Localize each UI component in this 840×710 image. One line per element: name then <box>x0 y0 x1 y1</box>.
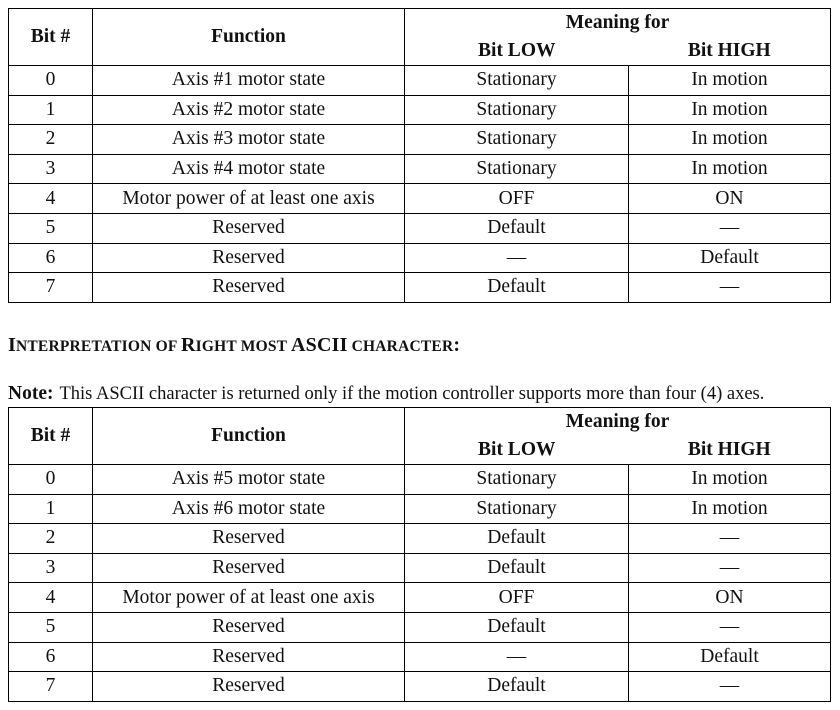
cell-high: In motion <box>629 494 831 524</box>
cell-low: Default <box>405 672 629 702</box>
header-function: Function <box>93 9 405 66</box>
header-bit-low: Bit LOW <box>405 37 629 66</box>
cell-low: Default <box>405 213 629 243</box>
cell-high: — <box>629 524 831 554</box>
header-bit-low: Bit LOW <box>405 436 629 465</box>
cell-low: Stationary <box>405 154 629 184</box>
cell-bit: 4 <box>9 184 93 214</box>
cell-function: Reserved <box>93 243 405 273</box>
cell-bit: 2 <box>9 524 93 554</box>
note-label: Note: <box>8 383 54 404</box>
header-bit: Bit # <box>9 9 93 66</box>
bit-table-left-ascii <box>8 8 831 303</box>
header-function: Function <box>93 408 405 465</box>
table-row <box>9 672 831 702</box>
cell-low: Stationary <box>405 494 629 524</box>
section-heading <box>8 334 460 357</box>
heading-part: R <box>181 334 196 356</box>
cell-bit: 3 <box>9 553 93 583</box>
cell-bit: 0 <box>9 66 93 96</box>
table-row <box>9 213 831 243</box>
cell-low: Stationary <box>405 66 629 96</box>
table-row <box>9 642 831 672</box>
cell-function: Reserved <box>93 273 405 303</box>
cell-low: Stationary <box>405 95 629 125</box>
cell-bit: 0 <box>9 465 93 495</box>
table-row <box>9 553 831 583</box>
cell-function: Reserved <box>93 612 405 642</box>
cell-high: ON <box>629 184 831 214</box>
table-row <box>9 243 831 273</box>
cell-low: Stationary <box>405 125 629 155</box>
table-row <box>9 273 831 303</box>
cell-high: — <box>629 672 831 702</box>
table-row <box>9 66 831 96</box>
cell-bit: 5 <box>9 612 93 642</box>
cell-bit: 1 <box>9 494 93 524</box>
cell-high: — <box>629 612 831 642</box>
cell-low: — <box>405 642 629 672</box>
cell-function: Axis #1 motor state <box>93 66 405 96</box>
cell-high: In motion <box>629 125 831 155</box>
cell-bit: 7 <box>9 672 93 702</box>
table-row <box>9 95 831 125</box>
cell-low: — <box>405 243 629 273</box>
header-meaning-for: Meaning for <box>405 408 831 437</box>
cell-high: Default <box>629 243 831 273</box>
table-row <box>9 524 831 554</box>
cell-low: Default <box>405 553 629 583</box>
cell-high: In motion <box>629 154 831 184</box>
note-text: This ASCII character is returned only if the motion controller supports more than four (4) axes. <box>59 384 765 404</box>
header-bit: Bit # <box>9 408 93 465</box>
heading-part: ASCII <box>290 334 348 356</box>
cell-function: Reserved <box>93 213 405 243</box>
cell-high: — <box>629 213 831 243</box>
cell-low: OFF <box>405 583 629 613</box>
cell-high: — <box>629 273 831 303</box>
cell-high: — <box>629 553 831 583</box>
cell-bit: 1 <box>9 95 93 125</box>
cell-function: Reserved <box>93 642 405 672</box>
heading-part: : <box>453 334 461 356</box>
table-row <box>9 125 831 155</box>
bit-table-right-ascii <box>8 407 831 702</box>
cell-bit: 2 <box>9 125 93 155</box>
note <box>8 383 764 405</box>
heading-part: NTERPRETATION OF <box>15 338 181 355</box>
cell-low: Default <box>405 524 629 554</box>
cell-function: Axis #6 motor state <box>93 494 405 524</box>
cell-low: Stationary <box>405 465 629 495</box>
cell-bit: 4 <box>9 583 93 613</box>
table-row <box>9 154 831 184</box>
cell-function: Motor power of at least one axis <box>93 583 405 613</box>
header-meaning-for: Meaning for <box>405 9 831 38</box>
heading-part: IGHT MOST <box>195 338 291 355</box>
cell-high: In motion <box>629 465 831 495</box>
table-row <box>9 465 831 495</box>
header-bit-high: Bit HIGH <box>629 37 831 66</box>
cell-bit: 6 <box>9 243 93 273</box>
table-row <box>9 583 831 613</box>
table-row <box>9 494 831 524</box>
cell-bit: 6 <box>9 642 93 672</box>
cell-low: OFF <box>405 184 629 214</box>
cell-function: Reserved <box>93 672 405 702</box>
table-row <box>9 612 831 642</box>
cell-function: Axis #5 motor state <box>93 465 405 495</box>
cell-function: Axis #2 motor state <box>93 95 405 125</box>
cell-high: In motion <box>629 66 831 96</box>
cell-low: Default <box>405 273 629 303</box>
cell-bit: 7 <box>9 273 93 303</box>
cell-high: In motion <box>629 95 831 125</box>
cell-function: Axis #3 motor state <box>93 125 405 155</box>
heading-part: I <box>8 334 16 356</box>
header-bit-high: Bit HIGH <box>629 436 831 465</box>
cell-function: Motor power of at least one axis <box>93 184 405 214</box>
cell-bit: 3 <box>9 154 93 184</box>
table-row <box>9 184 831 214</box>
heading-part: CHARACTER <box>347 338 454 355</box>
cell-function: Axis #4 motor state <box>93 154 405 184</box>
cell-function: Reserved <box>93 524 405 554</box>
cell-high: ON <box>629 583 831 613</box>
cell-low: Default <box>405 612 629 642</box>
cell-high: Default <box>629 642 831 672</box>
cell-function: Reserved <box>93 553 405 583</box>
cell-bit: 5 <box>9 213 93 243</box>
